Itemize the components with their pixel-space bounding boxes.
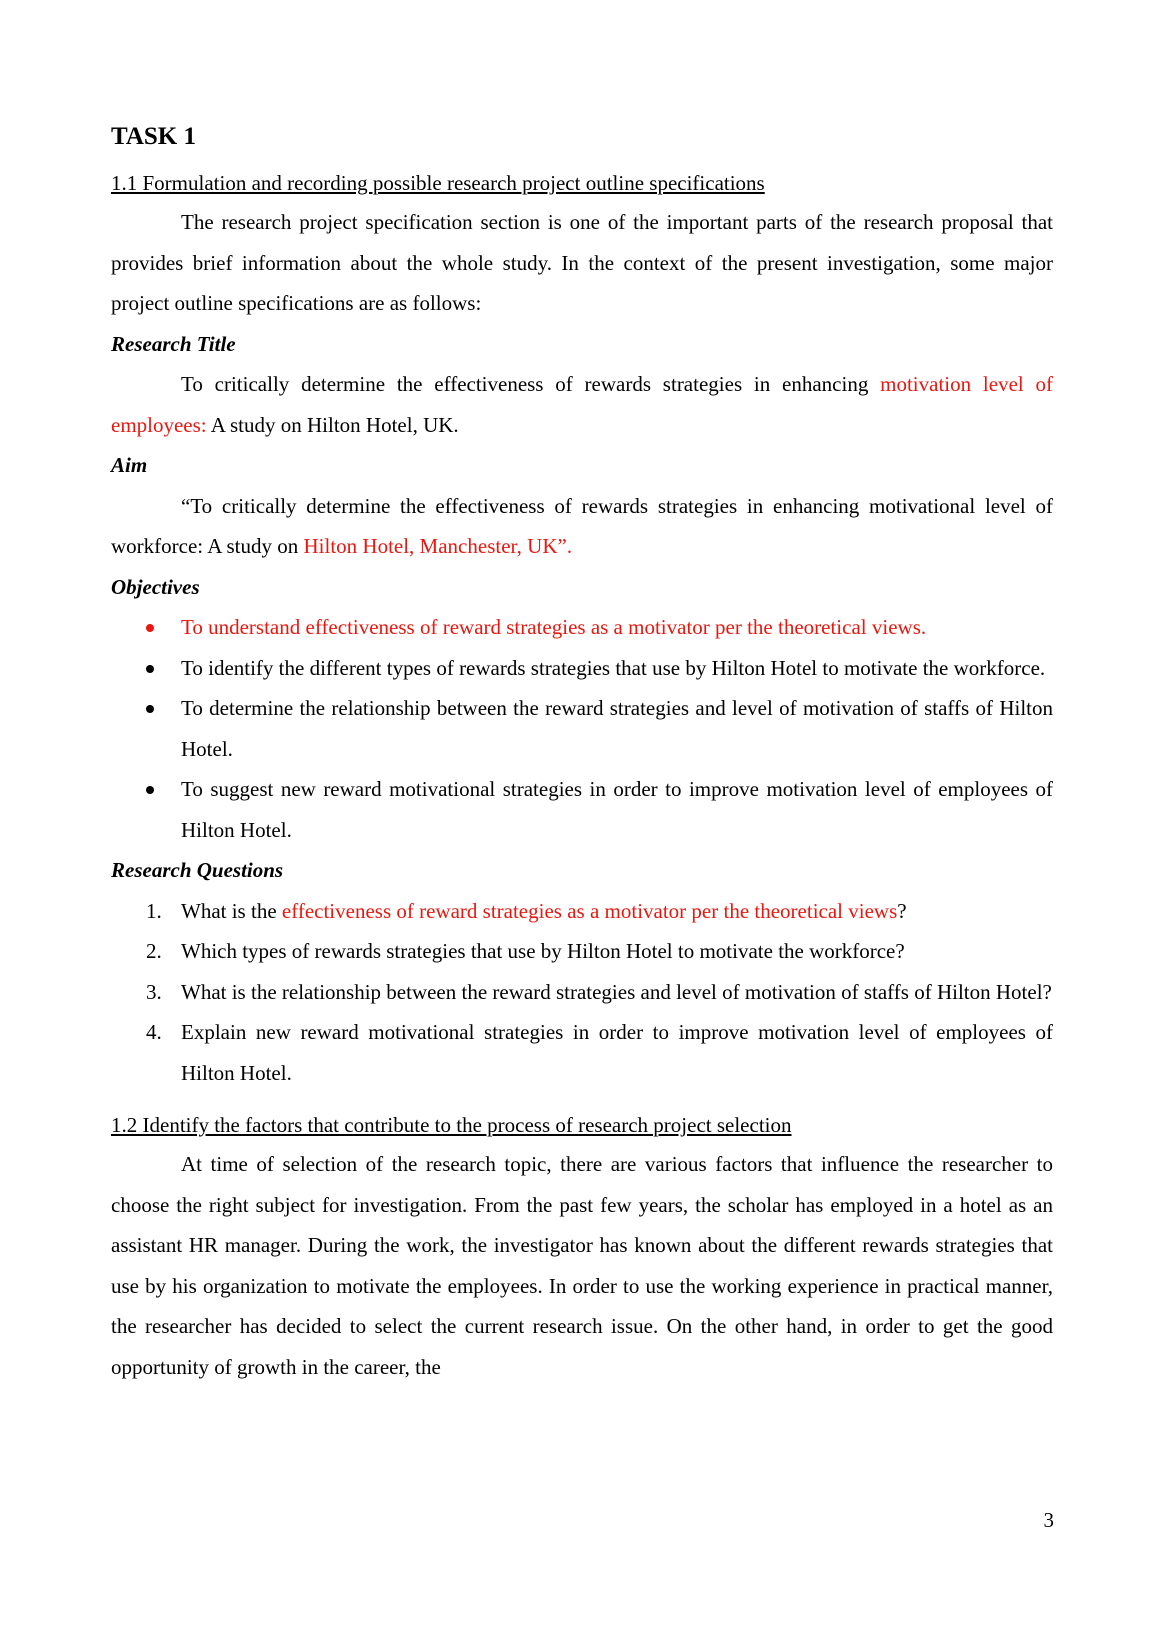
section-1-2-title: 1.2 Identify the factors that contribute to the process of research project selection [111, 1113, 792, 1137]
section-1-1-intro: The research project specification section is one of the important parts of the research proposal that provides brief information about the whole study. In the context of the present investigation, some major project outline specifications are as follows: [111, 210, 1053, 315]
objective-item [111, 769, 1053, 850]
objective-text: To suggest new reward motivational strategies in order to improve motivation level of employees of Hilton Hotel. [181, 777, 1053, 842]
section-1-2-body: At time of selection of the research topic, there are various factors that influence the researcher to choose the right subject for investigation. From the past few years, the scholar has employed in a hotel as an assistant HR manager. During the work, the investigator has known about the different rewards strategies that use by his organization to motivate the employees. In order to use the working experience in practical manner, the researcher has decided to select the current research issue. On the other hand, in order to get the good opportunity of growth in the career, the [111, 1152, 1053, 1379]
objectives-list [111, 607, 1053, 850]
research-title-highlight: motivation level of employees: [111, 372, 1053, 437]
section-1-1-title: 1.1 Formulation and recording possible research project outline specifications [111, 171, 765, 195]
aim-highlight: Hilton Hotel, Manchester, UK”. [303, 534, 573, 558]
research-questions-label: Research Questions [111, 858, 284, 882]
question-number: 2. [146, 939, 162, 963]
research-title-text [111, 364, 1053, 445]
question-item [111, 931, 1053, 972]
objective-item [111, 648, 1053, 689]
document-page [111, 117, 1053, 1387]
question-1-part-a: What is the [181, 898, 282, 923]
objectives-label: Objectives [111, 574, 200, 599]
objective-text: To determine the relationship between the reward strategies and level of motivation of staffs of Hilton Hotel. [181, 696, 1053, 761]
objective-text: To understand effectiveness of reward strategies as a motivator per the theoretical views. [181, 615, 927, 639]
research-questions-list [111, 891, 1053, 1094]
question-1-part-c: ? [897, 898, 907, 923]
objective-item [111, 607, 1053, 648]
question-1-highlight: effectiveness of reward strategies as a motivator per the theoretical views [281, 898, 898, 923]
aim-label: Aim [111, 453, 148, 477]
question-number: 4. [146, 1020, 162, 1044]
question-item [111, 1012, 1053, 1093]
question-text: Explain new reward motivational strategies in order to improve motivation level of employees of Hilton Hotel. [181, 1020, 1053, 1085]
page-number: 3 [1043, 1508, 1054, 1532]
question-item [111, 891, 1053, 932]
research-title-label: Research Title [111, 331, 236, 356]
objective-text: To identify the different types of rewards strategies that use by Hilton Hotel to motivate the workforce. [181, 655, 1046, 680]
aim-text [111, 486, 1053, 567]
objective-item [111, 688, 1053, 769]
question-number: 3. [146, 979, 162, 1004]
task-heading: TASK 1 [111, 123, 196, 150]
question-number: 1. [146, 898, 162, 923]
research-title-part-a: To critically determine the effectiveness of rewards strategies in enhancing [181, 372, 881, 396]
aim-part-a: “To critically determine the effectiveness of rewards strategies in enhancing motivational level of workforce: A study on [111, 493, 1053, 558]
question-text: What is the relationship between the reward strategies and level of motivation of staffs of Hilton Hotel? [181, 979, 1052, 1004]
question-text: Which types of rewards strategies that use by Hilton Hotel to motivate the workforce? [181, 939, 905, 963]
question-item [111, 972, 1053, 1013]
research-title-part-c: A study on Hilton Hotel, UK. [206, 412, 459, 437]
